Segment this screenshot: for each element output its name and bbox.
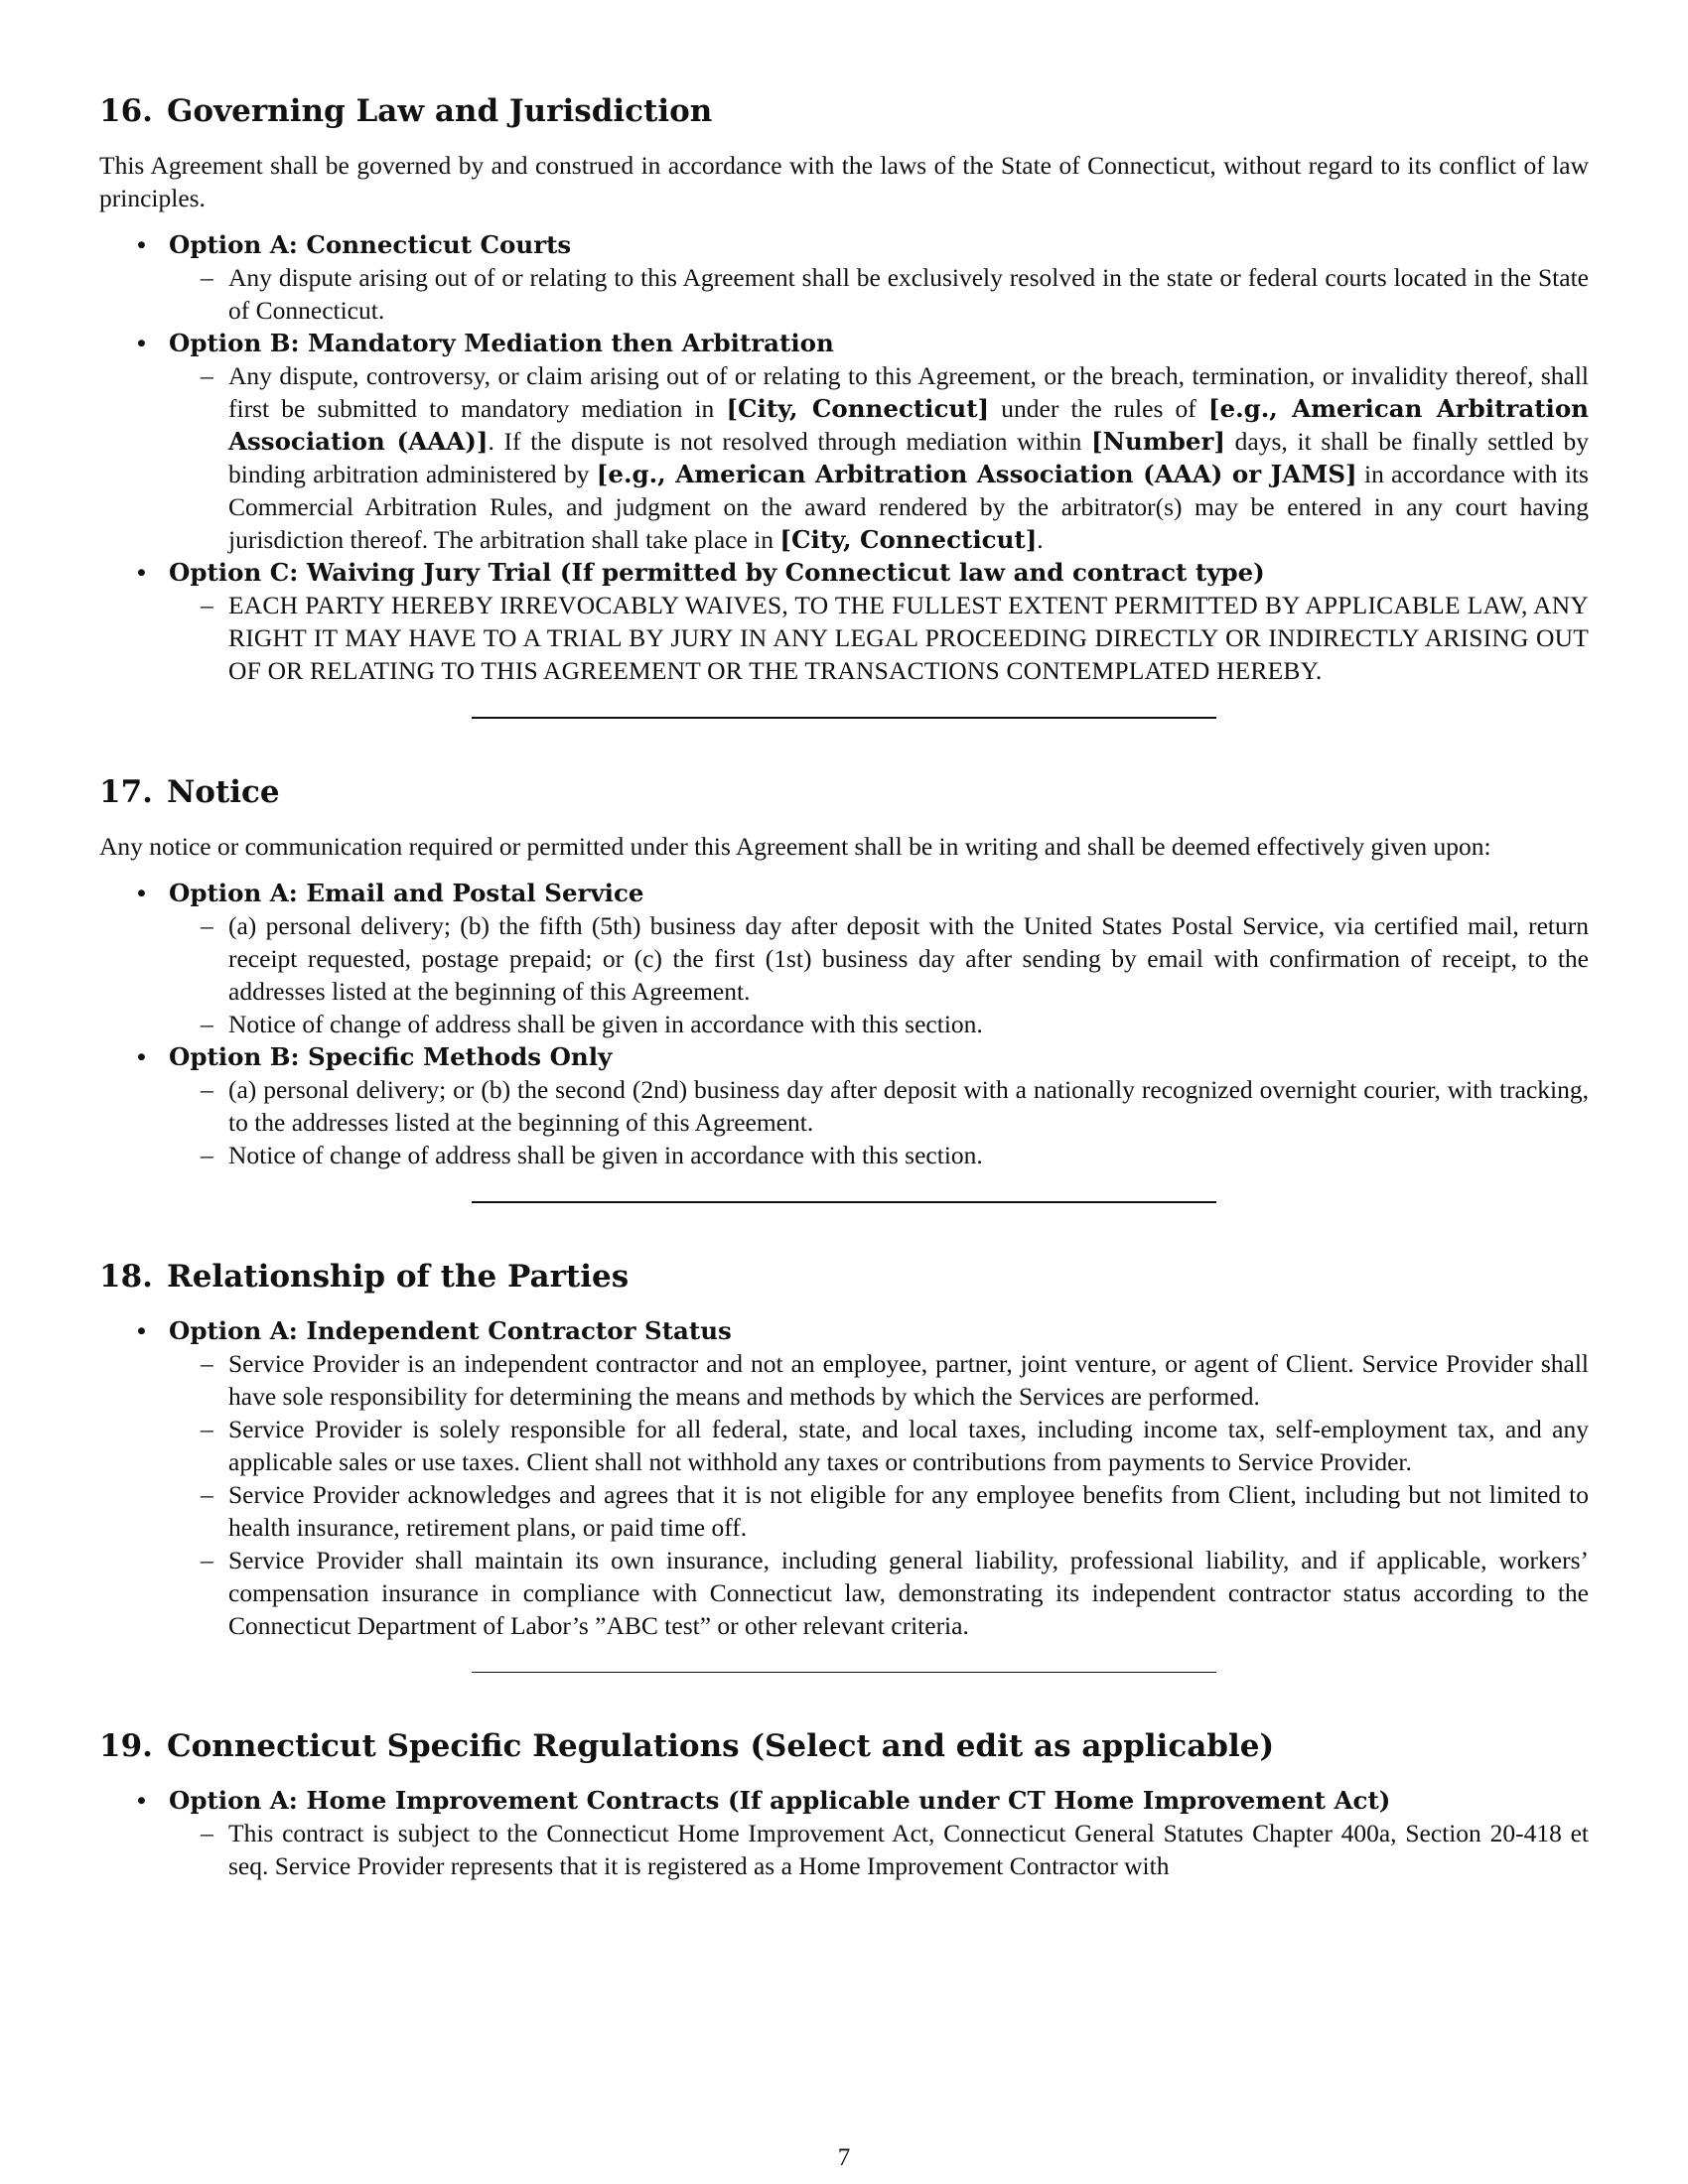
section-governing-law <box>99 91 1589 687</box>
dash-icon: – <box>201 263 213 292</box>
option-title: Option C: Waiving Jury Trial (If permitted by Connecticut law and contract type) <box>169 558 1265 587</box>
placeholder-rules: [e.g., American Arbitration Association (AAA)] <box>228 394 1589 456</box>
option-title: Option B: Mandatory Mediation then Arbitration <box>169 329 834 357</box>
option-item <box>99 556 1589 687</box>
option-item <box>99 228 1589 327</box>
section-divider <box>472 1201 1216 1203</box>
bullet-icon: • <box>137 558 146 587</box>
section-divider <box>472 717 1216 719</box>
option-title: Option A: Independent Contractor Status <box>169 1316 732 1345</box>
option-title: Option B: Specific Methods Only <box>169 1042 613 1071</box>
section-relationship <box>99 1257 1589 1642</box>
bullet-icon: • <box>137 329 146 357</box>
clause-item: – This contract is subject to the Connecticut Home Improvement Act, Connecticut General Statutes Chapter 400a, Section 20-418 et seq. Service Provider represents that it is registered as a Home Improvement Contractor with <box>201 1819 1589 1880</box>
dash-icon: – <box>201 1349 213 1378</box>
option-list <box>99 877 1589 1171</box>
option-item <box>99 1784 1589 1882</box>
section-intro: Any notice or communication required or permitted under this Agreement shall be in writing and shall be deemed effectively given upon: <box>99 832 1491 861</box>
dash-icon: – <box>201 1141 213 1169</box>
placeholder-number: [Number] <box>1091 427 1225 456</box>
clause-item: – Service Provider shall maintain its own insurance, including general liability, professional liability, and if applicable, workers’ compensation insurance in compliance with Connecticut law, demonstrating its independent contractor status according to the Connecticut Department of Labor’s ”ABC test” or other relevant criteria. <box>201 1546 1589 1640</box>
clause-item: – (a) personal delivery; (b) the fifth (5th) business day after deposit with the United States Postal Service, via certified mail, return receipt requested, postage prepaid; or (c) the first (1st) business day after sending by email with confirmation of receipt, to the addresses listed at the beginning of this Agreement. <box>201 911 1589 1006</box>
dash-icon: – <box>201 1075 213 1104</box>
section-heading: 19. Connecticut Specific Regulations (Select and edit as applicable) <box>99 1728 1275 1764</box>
option-list <box>99 1314 1589 1642</box>
dash-icon: – <box>201 1480 213 1509</box>
section-heading: 17. Notice <box>99 774 280 810</box>
section-notice <box>99 772 1589 1171</box>
option-title: Option A: Connecticut Courts <box>169 230 572 259</box>
clause-item: – Any dispute, controversy, or claim arising out of or relating to this Agreement, or the breach, termination, or invalidity thereof, shall first be submitted to mandatory mediation in [City, Connecticut] under the rules of [e.g., American Arbitration Association (AAA)]. If the dispute is not resolved through mediation within [Number] days, it shall be finally settled by binding arbitration administered by [e.g., American Arbitration Association (AAA) or JAMS] in accordance with its Commercial Arbitration Rules, and judgment on the award rendered by the arbitrator(s) may be entered in any court having jurisdiction thereof. The arbitration shall take place in [City, Connecticut]. <box>201 361 1589 554</box>
bullet-icon: • <box>137 879 146 907</box>
bullet-icon: • <box>137 1316 146 1345</box>
dash-icon: – <box>201 1010 213 1038</box>
option-title: Option A: Email and Postal Service <box>169 879 644 907</box>
option-item <box>99 327 1589 556</box>
dash-icon: – <box>201 1546 213 1574</box>
option-list <box>99 1784 1589 1882</box>
clause-item: – (a) personal delivery; or (b) the second (2nd) business day after deposit with a nationally recognized overnight courier, with tracking, to the addresses listed at the beginning of this Agreement. <box>201 1075 1589 1137</box>
dash-icon: – <box>201 1819 213 1847</box>
placeholder-city: [City, Connecticut] <box>779 525 1038 554</box>
option-list <box>99 228 1589 687</box>
bullet-icon: • <box>137 230 146 259</box>
bullet-icon: • <box>137 1786 146 1815</box>
placeholder-city: [City, Connecticut] <box>726 394 990 423</box>
section-heading: 16. Governing Law and Jurisdiction <box>99 93 713 129</box>
clause-item: – Service Provider acknowledges and agrees that it is not eligible for any employee benefits from Client, including but not limited to health insurance, retirement plans, or paid time off. <box>201 1480 1589 1542</box>
section-intro: This Agreement shall be governed by and construed in accordance with the laws of the State of Connecticut, without regard to its conflict of law principles. <box>99 151 1589 212</box>
page-number: 7 <box>837 2144 851 2171</box>
option-item <box>99 1314 1589 1642</box>
clause-item: – Any dispute arising out of or relating to this Agreement shall be exclusively resolved in the state or federal courts located in the State of Connecticut. <box>201 263 1589 325</box>
option-title: Option A: Home Improvement Contracts (If applicable under CT Home Improvement Act) <box>169 1786 1391 1815</box>
option-item <box>99 877 1589 1040</box>
section-ct-regulations <box>99 1726 1589 1882</box>
clause-item: – Notice of change of address shall be given in accordance with this section. <box>201 1141 983 1169</box>
option-item <box>99 1040 1589 1171</box>
clause-item: – Service Provider is an independent contractor and not an employee, partner, joint venture, or agent of Client. Service Provider shall have sole responsibility for determining the means and methods by which the Services are performed. <box>201 1349 1589 1411</box>
dash-icon: – <box>201 1415 213 1443</box>
bullet-icon: • <box>137 1042 146 1071</box>
dash-icon: – <box>201 361 213 390</box>
clause-item: – Notice of change of address shall be given in accordance with this section. <box>201 1010 983 1038</box>
document-page <box>99 91 1589 1882</box>
section-divider <box>472 1672 1216 1673</box>
clause-item: – EACH PARTY HEREBY IRREVOCABLY WAIVES, TO THE FULLEST EXTENT PERMITTED BY APPLICABLE LAW, ANY RIGHT IT MAY HAVE TO A TRIAL BY JURY IN ANY LEGAL PROCEEDING DIRECTLY OR INDIRECTLY ARISING OUT OF OR RELATING TO THIS AGREEMENT OR THE TRANSACTIONS CONTEMPLATED HEREBY. <box>201 591 1589 685</box>
clause-item: – Service Provider is solely responsible for all federal, state, and local taxes, including income tax, self-employment tax, and any applicable sales or use taxes. Client shall not withhold any taxes or contributions from payments to Service Provider. <box>201 1415 1589 1476</box>
dash-icon: – <box>201 911 213 940</box>
section-heading: 18. Relationship of the Parties <box>99 1259 630 1295</box>
placeholder-administrator: [e.g., American Arbitration Association (AAA) or JAMS] <box>596 460 1357 488</box>
dash-icon: – <box>201 591 213 619</box>
